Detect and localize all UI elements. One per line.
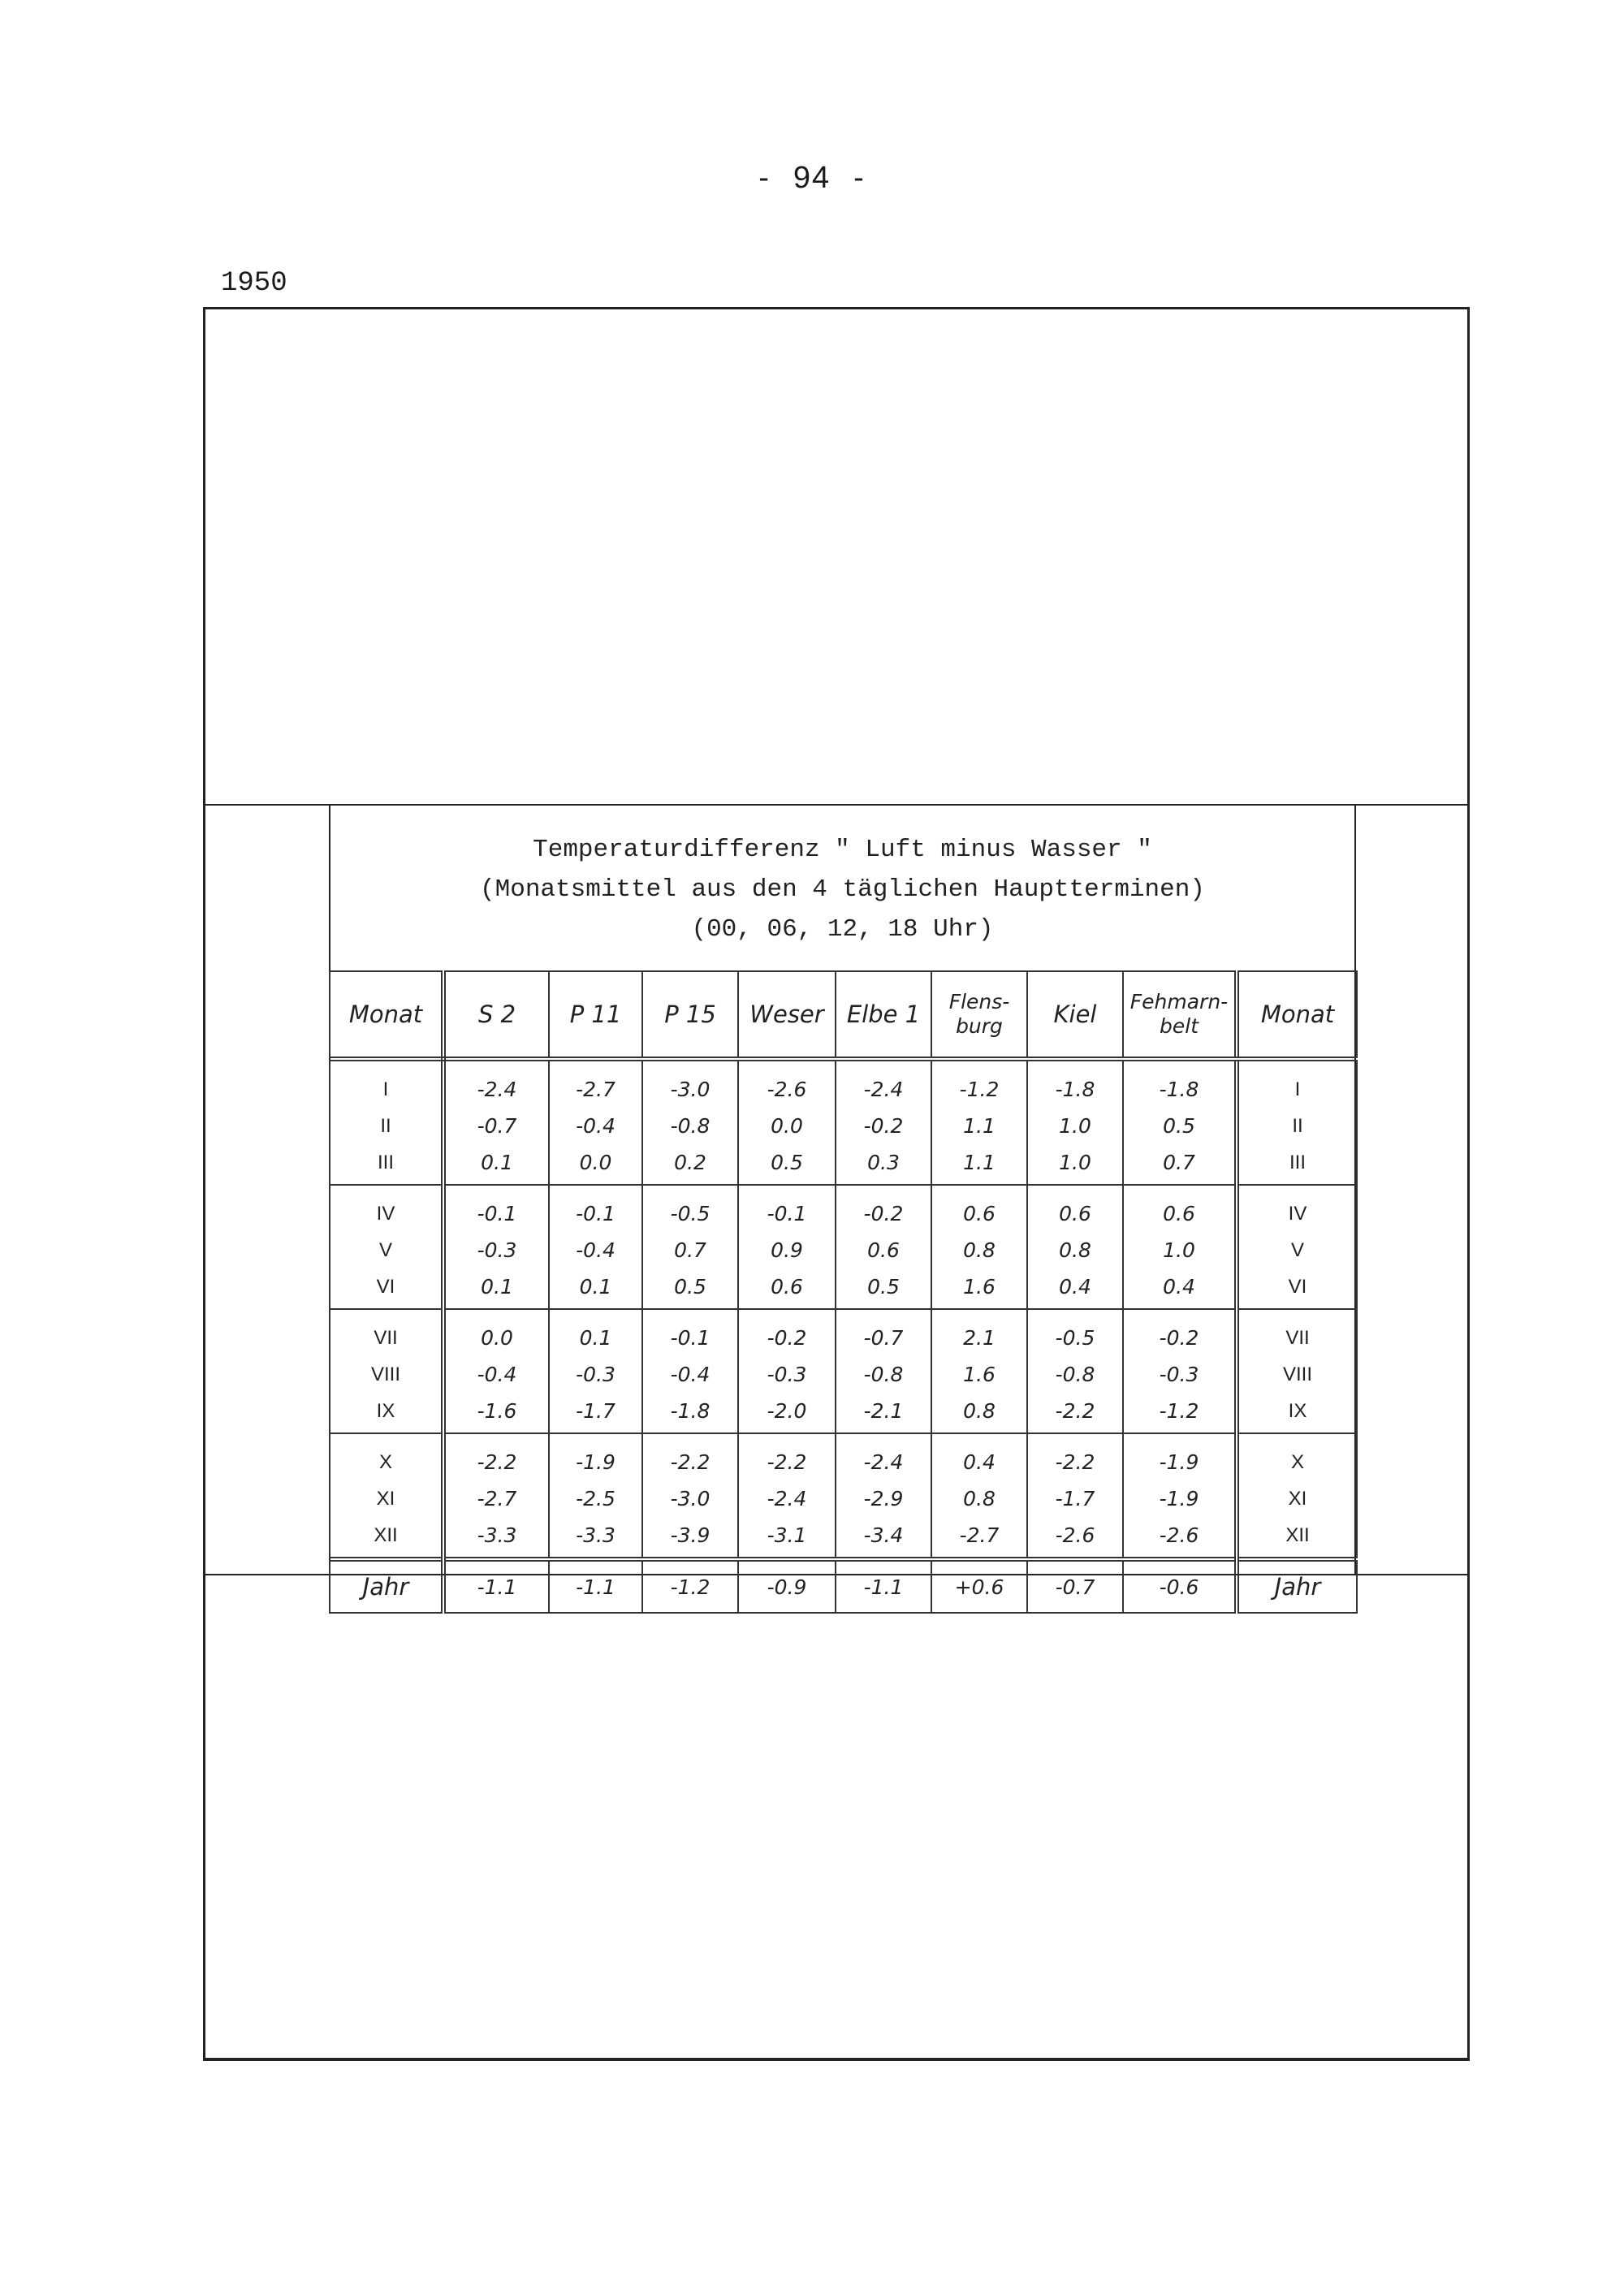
table-row (330, 1232, 1357, 1268)
month-label-right: IX (1237, 1393, 1357, 1433)
cell-p15: -0.1 (642, 1309, 738, 1356)
cell-weser: -0.2 (738, 1309, 836, 1356)
cell-kiel: 1.0 (1027, 1144, 1123, 1185)
cell-p11: -2.7 (549, 1059, 642, 1108)
cell-s2: -0.4 (443, 1356, 549, 1393)
cell-s2: -0.1 (443, 1185, 549, 1232)
page-number-dash-right: - (853, 161, 866, 195)
year-cell-p15: -1.2 (642, 1559, 738, 1613)
col-header-weser: Weser (738, 971, 836, 1059)
month-label-right: VIII (1237, 1356, 1357, 1393)
flensburg-line-1: Flens- (948, 990, 1010, 1013)
month-label-right: VI (1237, 1268, 1357, 1309)
table-row (330, 1309, 1357, 1356)
year-label-right: Jahr (1237, 1559, 1357, 1613)
table-body (330, 1059, 1357, 1613)
cell-weser: 0.6 (738, 1268, 836, 1309)
month-label: XI (330, 1480, 443, 1517)
cell-flensburg: 0.6 (931, 1185, 1027, 1232)
cell-p11: -3.3 (549, 1517, 642, 1559)
cell-p15: -0.4 (642, 1356, 738, 1393)
table-row (330, 1185, 1357, 1232)
cell-p15: -3.0 (642, 1480, 738, 1517)
cell-s2: -2.2 (443, 1433, 549, 1480)
year-cell-fehmarnbelt: -0.6 (1123, 1559, 1237, 1613)
cell-p15: -0.5 (642, 1185, 738, 1232)
month-label: II (330, 1108, 443, 1144)
cell-p11: 0.1 (549, 1309, 642, 1356)
cell-s2: 0.1 (443, 1144, 549, 1185)
month-label: VIII (330, 1356, 443, 1393)
title-line-3: (00, 06, 12, 18 Uhr) (691, 915, 994, 944)
cell-fehmarnbelt: 0.5 (1123, 1108, 1237, 1144)
cell-kiel: -0.8 (1027, 1356, 1123, 1393)
cell-kiel: 0.6 (1027, 1185, 1123, 1232)
month-label-right: V (1237, 1232, 1357, 1268)
year-cell-kiel: -0.7 (1027, 1559, 1123, 1613)
cell-s2: 0.0 (443, 1309, 549, 1356)
cell-weser: 0.0 (738, 1108, 836, 1144)
month-label-right: X (1237, 1433, 1357, 1480)
year-cell-weser: -0.9 (738, 1559, 836, 1613)
table-row (330, 1108, 1357, 1144)
month-label: VI (330, 1268, 443, 1309)
cell-elbe1: 0.3 (836, 1144, 931, 1185)
cell-kiel: -2.2 (1027, 1393, 1123, 1433)
month-label-right: I (1237, 1059, 1357, 1108)
cell-flensburg: 0.4 (931, 1433, 1027, 1480)
cell-elbe1: -0.2 (836, 1185, 931, 1232)
table-row (330, 1144, 1357, 1185)
month-label: X (330, 1433, 443, 1480)
cell-kiel: -2.6 (1027, 1517, 1123, 1559)
cell-fehmarnbelt: 0.6 (1123, 1185, 1237, 1232)
cell-p15: -2.2 (642, 1433, 738, 1480)
cell-flensburg: 1.6 (931, 1356, 1027, 1393)
cell-weser: -0.1 (738, 1185, 836, 1232)
col-header-fehmarnbelt (1123, 971, 1237, 1059)
year-cell-s2: -1.1 (443, 1559, 549, 1613)
cell-p11: 0.1 (549, 1268, 642, 1309)
page-number-dash-left: - (758, 161, 771, 195)
cell-p15: -3.0 (642, 1059, 738, 1108)
cell-weser: -2.4 (738, 1480, 836, 1517)
cell-p15: -1.8 (642, 1393, 738, 1433)
table-row (330, 1433, 1357, 1480)
cell-p11: -1.9 (549, 1433, 642, 1480)
cell-kiel: -1.7 (1027, 1480, 1123, 1517)
page-number-value: 94 (793, 161, 831, 195)
cell-kiel: 0.8 (1027, 1232, 1123, 1268)
cell-fehmarnbelt: 0.4 (1123, 1268, 1237, 1309)
table-row (330, 1393, 1357, 1433)
header-row (330, 971, 1357, 1059)
cell-s2: -1.6 (443, 1393, 549, 1433)
table-row (330, 1480, 1357, 1517)
cell-flensburg: -1.2 (931, 1059, 1027, 1108)
cell-flensburg: 0.8 (931, 1393, 1027, 1433)
cell-p15: 0.2 (642, 1144, 738, 1185)
month-label: XII (330, 1517, 443, 1559)
cell-p11: -0.3 (549, 1356, 642, 1393)
cell-weser: -3.1 (738, 1517, 836, 1559)
cell-p15: 0.5 (642, 1268, 738, 1309)
cell-fehmarnbelt: 1.0 (1123, 1232, 1237, 1268)
cell-p11: -0.4 (549, 1108, 642, 1144)
table-row (330, 1517, 1357, 1559)
cell-weser: -2.6 (738, 1059, 836, 1108)
document-year: 1950 (221, 268, 287, 299)
year-summary-row (330, 1559, 1357, 1613)
temperature-table (329, 970, 1358, 1614)
cell-weser: 0.9 (738, 1232, 836, 1268)
fehmarnbelt-line-1: Fehmarn- (1129, 990, 1229, 1013)
cell-elbe1: -2.4 (836, 1059, 931, 1108)
cell-elbe1: -2.1 (836, 1393, 931, 1433)
table-row (330, 1268, 1357, 1309)
cell-elbe1: -0.8 (836, 1356, 931, 1393)
month-label-right: XI (1237, 1480, 1357, 1517)
col-header-monat-right: Monat (1237, 971, 1357, 1059)
cell-flensburg: -2.7 (931, 1517, 1027, 1559)
cell-kiel: -1.8 (1027, 1059, 1123, 1108)
cell-p15: -3.9 (642, 1517, 738, 1559)
cell-s2: -2.4 (443, 1059, 549, 1108)
cell-flensburg: 1.1 (931, 1108, 1027, 1144)
cell-fehmarnbelt: 0.7 (1123, 1144, 1237, 1185)
cell-fehmarnbelt: -1.8 (1123, 1059, 1237, 1108)
cell-elbe1: -2.9 (836, 1480, 931, 1517)
cell-elbe1: 0.6 (836, 1232, 931, 1268)
cell-elbe1: -3.4 (836, 1517, 931, 1559)
cell-flensburg: 1.1 (931, 1144, 1027, 1185)
cell-kiel: 1.0 (1027, 1108, 1123, 1144)
cell-p15: -0.8 (642, 1108, 738, 1144)
cell-weser: 0.5 (738, 1144, 836, 1185)
month-label-right: II (1237, 1108, 1357, 1144)
month-label: IX (330, 1393, 443, 1433)
cell-weser: -2.2 (738, 1433, 836, 1480)
cell-s2: -0.7 (443, 1108, 549, 1144)
cell-flensburg: 0.8 (931, 1480, 1027, 1517)
month-label: III (330, 1144, 443, 1185)
title-line-2: (Monatsmittel aus den 4 täglichen Hauptterminen) (480, 875, 1205, 904)
year-cell-flensburg: +0.6 (931, 1559, 1027, 1613)
month-label-right: III (1237, 1144, 1357, 1185)
table-row (330, 1356, 1357, 1393)
flensburg-line-2: burg (956, 1014, 1003, 1038)
month-label-right: VII (1237, 1309, 1357, 1356)
cell-flensburg: 2.1 (931, 1309, 1027, 1356)
table-title (330, 830, 1354, 949)
cell-kiel: -0.5 (1027, 1309, 1123, 1356)
cell-s2: -0.3 (443, 1232, 549, 1268)
cell-fehmarnbelt: -1.9 (1123, 1433, 1237, 1480)
table-row (330, 1059, 1357, 1108)
year-label: Jahr (330, 1559, 443, 1613)
month-label: I (330, 1059, 443, 1108)
cell-weser: -0.3 (738, 1356, 836, 1393)
fehmarnbelt-line-2: belt (1160, 1014, 1199, 1038)
page-number (0, 161, 1624, 196)
cell-elbe1: 0.5 (836, 1268, 931, 1309)
cell-elbe1: -0.7 (836, 1309, 931, 1356)
year-cell-p11: -1.1 (549, 1559, 642, 1613)
cell-flensburg: 0.8 (931, 1232, 1027, 1268)
year-cell-elbe1: -1.1 (836, 1559, 931, 1613)
col-header-elbe1: Elbe 1 (836, 971, 931, 1059)
cell-s2: -3.3 (443, 1517, 549, 1559)
col-header-monat: Monat (330, 971, 443, 1059)
cell-p11: -2.5 (549, 1480, 642, 1517)
month-label: IV (330, 1185, 443, 1232)
col-header-flensburg (931, 971, 1027, 1059)
month-label: VII (330, 1309, 443, 1356)
col-header-p11: P 11 (549, 971, 642, 1059)
cell-elbe1: -0.2 (836, 1108, 931, 1144)
cell-p11: -0.1 (549, 1185, 642, 1232)
month-label: V (330, 1232, 443, 1268)
month-label-right: XII (1237, 1517, 1357, 1559)
cell-fehmarnbelt: -1.2 (1123, 1393, 1237, 1433)
cell-elbe1: -2.4 (836, 1433, 931, 1480)
cell-fehmarnbelt: -0.3 (1123, 1356, 1237, 1393)
col-header-kiel: Kiel (1027, 971, 1123, 1059)
cell-fehmarnbelt: -1.9 (1123, 1480, 1237, 1517)
cell-p15: 0.7 (642, 1232, 738, 1268)
col-header-p15: P 15 (642, 971, 738, 1059)
cell-s2: 0.1 (443, 1268, 549, 1309)
cell-kiel: 0.4 (1027, 1268, 1123, 1309)
cell-flensburg: 1.6 (931, 1268, 1027, 1309)
cell-fehmarnbelt: -2.6 (1123, 1517, 1237, 1559)
month-label-right: IV (1237, 1185, 1357, 1232)
cell-weser: -2.0 (738, 1393, 836, 1433)
cell-p11: -1.7 (549, 1393, 642, 1433)
table-panel (329, 804, 1356, 1601)
cell-fehmarnbelt: -0.2 (1123, 1309, 1237, 1356)
cell-p11: -0.4 (549, 1232, 642, 1268)
cell-s2: -2.7 (443, 1480, 549, 1517)
title-line-1: Temperaturdifferenz " Luft minus Wasser " (533, 836, 1152, 864)
cell-p11: 0.0 (549, 1144, 642, 1185)
col-header-s2: S 2 (443, 971, 549, 1059)
cell-kiel: -2.2 (1027, 1433, 1123, 1480)
